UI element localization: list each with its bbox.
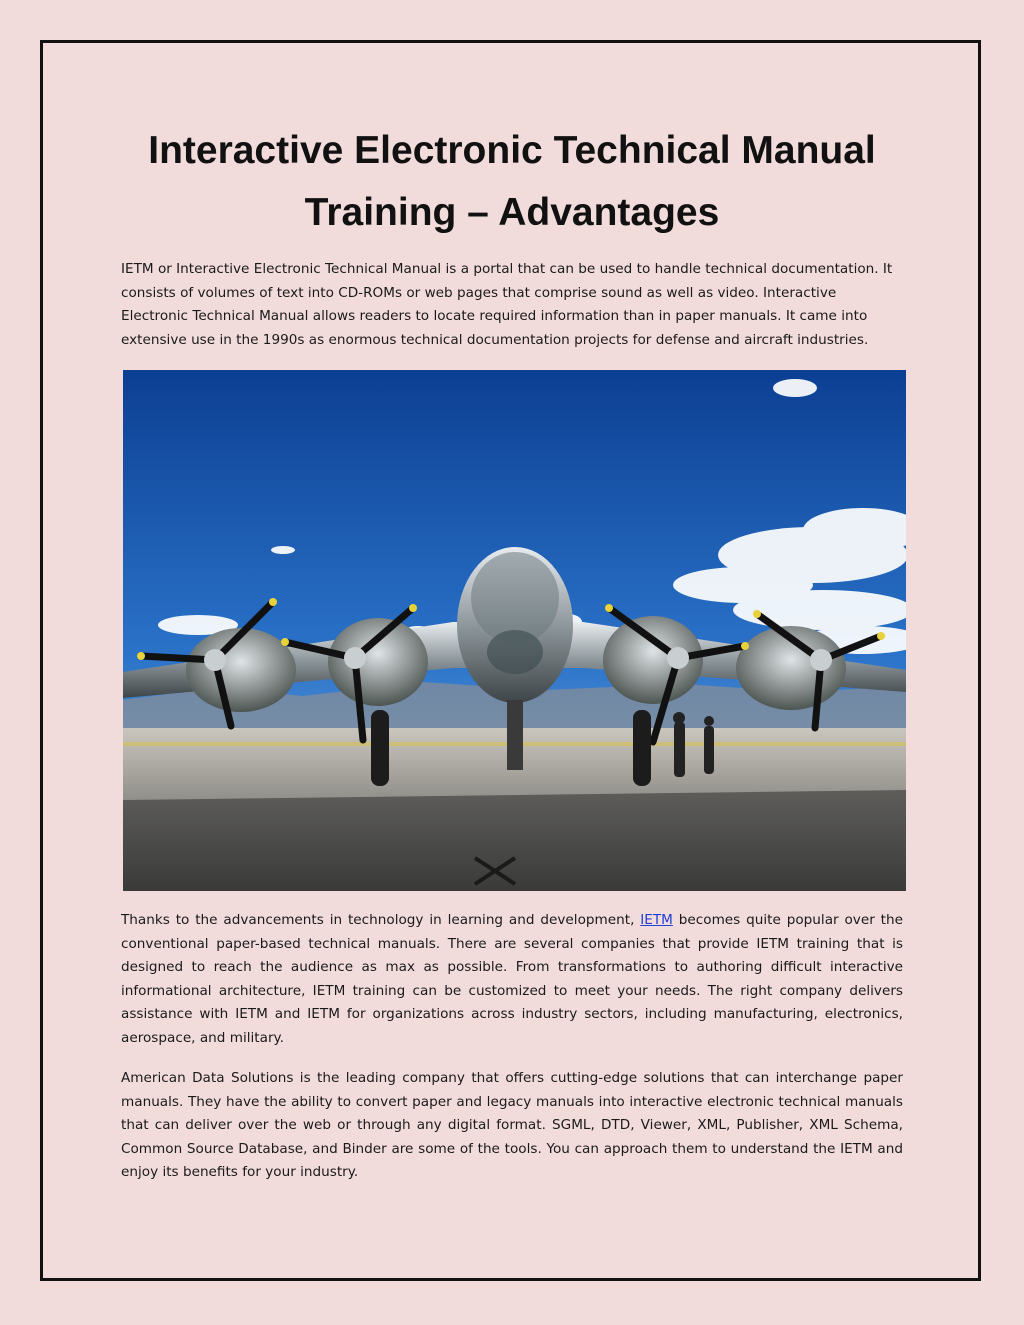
ietm-link[interactable]: IETM — [640, 912, 673, 928]
p2-text-after-link: becomes quite popular over the conventional paper-based technical manuals. There are several companies that provide IETM training that is designed to reach the audience as max as possible. From transformations to authoring difficult interactive informational architecture, IETM training can be customized to meet your needs. The right company delivers assistance with IETM and IETM for organizations across industry sectors, including manufacturing, electronics, aerospace, and military. — [121, 912, 903, 1046]
body-paragraph-2 — [121, 909, 903, 1050]
title-line-1: Interactive Electronic Technical Manual — [148, 129, 876, 172]
intro-paragraph: IETM or Interactive Electronic Technical Manual is a portal that can be used to handle technical documentation. It consists of volumes of text into CD-ROMs or web pages that comprise sound as well as video. Interactive Electronic Technical Manual allows readers to locate required information than in paper manuals. It came into extensive use in the 1990s as enormous technical documentation projects for defense and aircraft industries. — [121, 261, 893, 348]
title-line-2: Training – Advantages — [304, 191, 720, 234]
bomber-aircraft-photo — [123, 370, 906, 891]
p2-text-before-link: Thanks to the advancements in technology in learning and development, — [121, 912, 641, 928]
page-title — [60, 120, 964, 244]
body-paragraph-3: American Data Solutions is the leading company that offers cutting-edge solutions that can interchange paper manuals. They have the ability to convert paper and legacy manuals into interactive electronic technical manuals that can deliver over the web or through any digital format. SGML, DTD, Viewer, XML, Publisher, XML Schema, Common Source Database, and Binder are some of the tools. You can approach them to understand the IETM and enjoy its benefits for your industry. — [121, 1070, 903, 1180]
